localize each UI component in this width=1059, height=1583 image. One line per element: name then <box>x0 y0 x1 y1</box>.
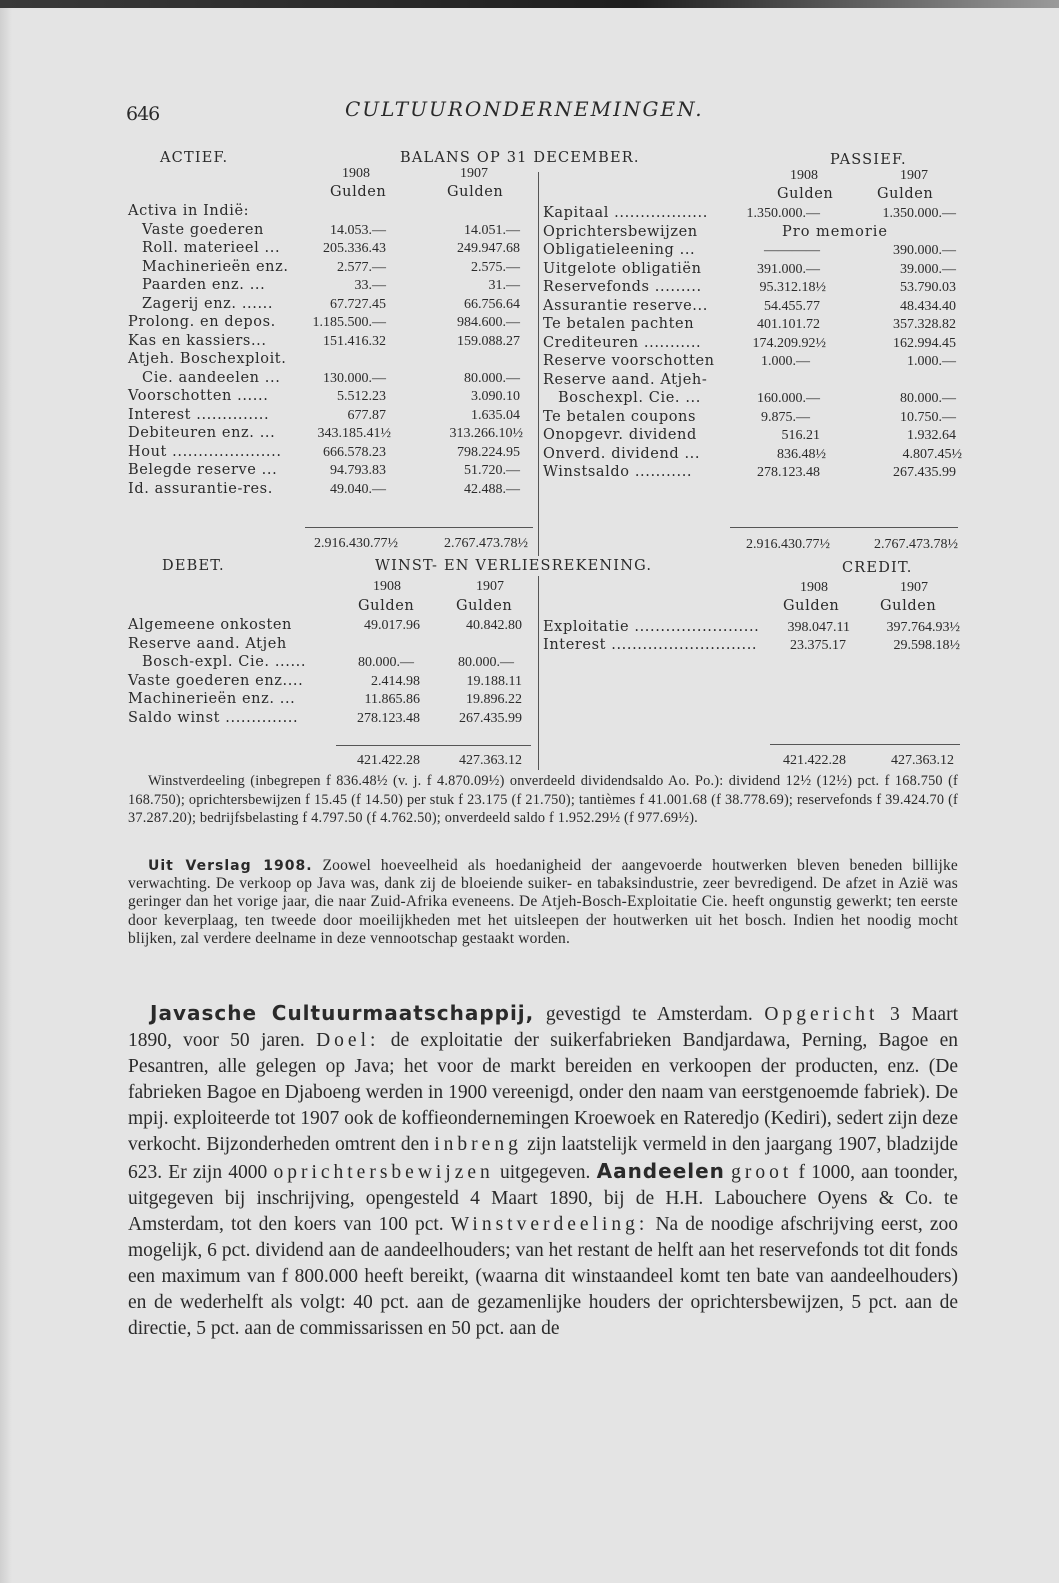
actief-row-label: Vaste goederen <box>142 222 264 238</box>
credit-total-rule <box>770 744 960 745</box>
actief-label: ACTIEF. <box>160 150 229 166</box>
actief-value-1908: 33.— <box>354 278 386 293</box>
passief-row-label: Crediteuren ........... <box>543 335 702 351</box>
passief-row-label: Reserve aand. Atjeh- <box>543 372 708 388</box>
debet-value-1907: 80.000.— <box>458 655 514 670</box>
passief-value-1908: 95.312.18½ <box>759 280 826 295</box>
credit-label: CREDIT. <box>842 560 913 576</box>
passief-value-1908: 174.209.92½ <box>752 336 826 351</box>
actief-value-1908: 2.577.— <box>337 260 386 275</box>
actief-value-1908: 677.87 <box>347 408 386 423</box>
running-head: CULTUURONDERNEMINGEN. <box>345 97 704 121</box>
passief-row-label: Obligatieleening ... <box>543 242 696 258</box>
passief-row-label: Reservefonds ......... <box>543 279 702 295</box>
passief-value-1907: 80.000.— <box>900 391 956 406</box>
actief-value-1908: 49.040.— <box>330 482 386 497</box>
actief-value-1907: 31.— <box>488 278 520 293</box>
actief-row-label: Cie. aandeelen ... <box>142 370 281 386</box>
actief-row-label: Paarden enz. ... <box>142 277 266 293</box>
passief-total-1907: 2.767.473.78½ <box>874 537 958 552</box>
actief-row-label: Roll. materieel ... <box>142 240 281 256</box>
passief-total-1908: 2.916.430.77½ <box>746 537 830 552</box>
actief-row-label: Debiteuren enz. ... <box>128 425 276 441</box>
actief-value-1907: 51.720.— <box>464 463 520 478</box>
credit-value-1907: 29.598.18½ <box>893 638 960 653</box>
opgericht-label: Opgericht <box>764 1004 879 1025</box>
passief-row-label: Onverd. dividend ... <box>543 446 701 462</box>
actief-value-1907: 3.090.10 <box>471 389 520 404</box>
aandeelen-text: f 1000, aan toonder, uitgegeven bij inschrijving, opengesteld 4 Maart 1890, bij de H.H. Labouchere Oyens & Co. te Amsterdam, tot den koers van 100 pct. <box>128 1162 959 1235</box>
passief-label: PASSIEF. <box>830 152 907 168</box>
passief-total-rule <box>730 527 958 528</box>
actief-value-1907: 798.224.95 <box>457 445 520 460</box>
passief-value-1907: 53.790.03 <box>900 280 956 295</box>
column-divider <box>538 172 539 556</box>
opgericht-text: 3 Maart 1890, voor 50 jaren. <box>128 1004 958 1051</box>
passief-value-1907: 390.000.— <box>893 243 956 258</box>
credit-value-1908: 398.047.11 <box>787 620 850 635</box>
winstverdeeling-text: Na de noodige afschrijving eerst, zoo mogelijk, 6 pct. dividend aan de aandeelhouders; van het restant de helft aan het reservefonds tot dit fonds een maximum van f 800.000 heeft bereikt, (waarna dit winstaandeel komt ten bate van aandeelhouders) en de wederhelft als volgt: 40 pct. aan de gezamenlijke houders der oprichtersbewijzen, 5 pct. aan de directie, 5 pct. aan de commissarissen en 50 pct. aan de <box>128 1214 958 1339</box>
after-oprichters: uitgegeven. <box>499 1162 591 1183</box>
unit-header: Gulden <box>330 184 387 200</box>
credit-value-1907: 397.764.93½ <box>886 620 960 635</box>
actief-value-1908: 94.793.83 <box>330 463 386 478</box>
credit-value-1908: 23.375.17 <box>790 638 846 653</box>
verslag-text: Zoowel hoeveelheid als hoedanigheid der aangevoerde houtwerken bleven beneden billijke verwachting. De verkoop op Java was, dank zij de bloeiende suiker- en tabaksindustrie, zeer bevredigend. De afzet in Azië was geringer dan het vorige jaar, die naar Zuid-Afrika eveneens. De Atjeh-Bosch-Exploitatie Cie. heeft ongunstig gewerkt; ten eerste door keverplaag, ten tweede door moeilijkheden met het uitsleepen der houtwerken uit het bosch. Indien het noodig mocht blijken, zal verdere deelname in deze vennootschap gestaakt worden. <box>128 857 958 947</box>
passief-row-label: Onopgevr. dividend <box>543 427 697 443</box>
credit-row-label: Interest ............................ <box>543 637 758 653</box>
actief-value-1908: 14.053.— <box>330 223 386 238</box>
unit-header: Gulden <box>456 598 513 614</box>
company-seat: gevestigd te Amsterdam. <box>545 1004 753 1025</box>
passief-value-1908: 54.455.77 <box>764 299 820 314</box>
passief-row-label: Assurantie reserve... <box>543 298 708 314</box>
winstverdeeling-note: Winstverdeeling (inbegrepen f 836.48½ (v. j. f 4.870.09½) onverdeeld dividendsaldo Ao. Po.): dividend 12½ (12½) pct. f 168.750 (f 168.750); oprichtersbewijzen f 15.45 (f 14.50) per stuk f 23.175 (f 21.750); tantièmes f 41.001.68 (f 38.778.69); reservefonds f 39.424.70 (f 37.287.20); bedrijfsbelasting f 4.797.50 (f 4.762.50); onverdeeld saldo f 1.952.29½ (f 977.69½). <box>128 773 958 827</box>
actief-value-1907: 984.600.— <box>457 315 520 330</box>
debet-value-1908: 278.123.48 <box>357 711 420 726</box>
debet-row-label: Algemeene onkosten <box>128 617 292 633</box>
actief-value-1908: 205.336.43 <box>323 241 386 256</box>
actief-value-1907: 313.266.10½ <box>449 426 523 441</box>
actief-total-1907: 2.767.473.78½ <box>444 536 528 551</box>
passief-value-1908: ———— <box>764 243 820 258</box>
credit-total-1908: 421.422.28 <box>783 753 846 768</box>
passief-value-1908: 836.48½ <box>777 447 826 462</box>
passief-row-label: Reserve voorschotten <box>543 353 715 369</box>
verslag-heading: Uit Verslag 1908. <box>148 858 313 874</box>
year-header: 1907 <box>900 168 928 183</box>
passief-value-1907: 1.000.— <box>907 354 956 369</box>
debet-value-1908: 49.017.96 <box>364 618 420 633</box>
unit-header: Gulden <box>880 598 937 614</box>
doel-label: Doel: <box>316 1030 380 1051</box>
unit-header: Gulden <box>777 186 834 202</box>
actief-value-1907: 249.947.68 <box>457 241 520 256</box>
passief-row-label: Boschexpl. Cie. ... <box>558 390 701 406</box>
actief-row-label: Kas en kassiers... <box>128 333 267 349</box>
debet-value-1907: 267.435.99 <box>459 711 522 726</box>
passief-value-1908: 160.000.— <box>757 391 820 406</box>
passief-value-1908: 516.21 <box>781 428 820 443</box>
passief-value-1907: 162.994.45 <box>893 336 956 351</box>
actief-row-label: Id. assurantie-res. <box>128 481 273 497</box>
passief-value-1907: 357.328.82 <box>893 317 956 332</box>
debet-total-1908: 421.422.28 <box>357 753 420 768</box>
passief-row-label: Oprichtersbewijzen <box>543 224 698 240</box>
actief-value-1907: 1.635.04 <box>471 408 520 423</box>
year-header: 1908 <box>790 168 818 183</box>
actief-total-1908: 2.916.430.77½ <box>314 536 398 551</box>
actief-row-label: Prolong. en depos. <box>128 314 276 330</box>
winstverdeeling-label: Winstverdeeling: <box>450 1214 649 1235</box>
passief-value-1907: 4.807.45½ <box>902 447 962 462</box>
debet-value-1908: 80.000.— <box>358 655 414 670</box>
actief-value-1907: 42.488.— <box>464 482 520 497</box>
column-divider <box>538 576 539 770</box>
year-header: 1908 <box>373 579 401 594</box>
passief-value-1907: 10.750.— <box>900 410 956 425</box>
year-header: 1908 <box>800 580 828 595</box>
actief-value-1907: 159.088.27 <box>457 334 520 349</box>
company-name: Javasche Cultuurmaatschappij, <box>150 1001 535 1025</box>
passief-value-1908: 278.123.48 <box>757 465 820 480</box>
debet-total-rule <box>336 745 531 746</box>
debet-row-label: Machinerieën enz. ... <box>128 691 296 707</box>
passief-value-1907: 39.000.— <box>900 262 956 277</box>
inbreng-label: inbreng <box>434 1134 522 1155</box>
actief-value-1907: 80.000.— <box>464 371 520 386</box>
passief-value-1907: 267.435.99 <box>893 465 956 480</box>
credit-row-label: Exploitatie ........................ <box>543 619 760 635</box>
passief-value-1907: 48.434.40 <box>900 299 956 314</box>
debet-value-1907: 40.842.80 <box>466 618 522 633</box>
year-header: 1907 <box>476 579 504 594</box>
actief-row-label: Hout ..................... <box>128 444 282 460</box>
aandeelen-label: Aandeelen <box>596 1159 725 1183</box>
year-header: 1908 <box>342 166 370 181</box>
actief-value-1908: 666.578.23 <box>323 445 386 460</box>
unit-header: Gulden <box>877 186 934 202</box>
passief-value-1908: 1.350.000.— <box>746 206 820 221</box>
actief-row-label: Interest .............. <box>128 407 270 423</box>
pro-memorie: Pro memorie <box>782 224 888 240</box>
actief-value-1908: 130.000.— <box>323 371 386 386</box>
actief-value-1908: 343.185.41½ <box>317 426 391 441</box>
doel-text: de exploitatie der suikerfabrieken Bandjardawa, Perning, Bagoe en Pesantren, alle gelegen op Java; het voor de markt bereiden en verkoopen der producten, enz. (De fabrieken Bagoe en Djaboeng werden in 1900 vereenigd, onder den naam van eerstgenoemde fabriek). De mpij. exploiteerde tot 1907 ook de koffieondernemingen Kroewoek en Rateredjo (Kediri), sedert zijn deze verkocht. Bijzonderheden omtrent den <box>128 1030 959 1155</box>
company-entry <box>128 1000 958 1342</box>
year-header: 1907 <box>460 166 488 181</box>
year-header: 1907 <box>900 580 928 595</box>
credit-total-1907: 427.363.12 <box>891 753 954 768</box>
actief-value-1908: 67.727.45 <box>330 297 386 312</box>
debet-row-label: Vaste goederen enz.... <box>128 673 304 689</box>
passief-value-1908: 9.875.— <box>761 410 810 425</box>
actief-value-1907: 2.575.— <box>471 260 520 275</box>
actief-group-label: Activa in Indië: <box>128 203 250 219</box>
after-inbreng: zijn laatstelijk vermeld in den jaargang 1907, bladzijde 623. Er zijn 4000 <box>128 1134 959 1183</box>
actief-row-label: Zagerij enz. ...... <box>142 296 274 312</box>
passief-row-label: Kapitaal .................. <box>543 205 708 221</box>
debet-value-1907: 19.896.22 <box>466 692 522 707</box>
passief-value-1908: 1.000.— <box>761 354 810 369</box>
actief-row-label: Atjeh. Boschexploit. <box>128 351 287 367</box>
pl-title: WINST- EN VERLIESREKENING. <box>375 558 653 574</box>
unit-header: Gulden <box>358 598 415 614</box>
debet-row-label: Saldo winst .............. <box>128 710 299 726</box>
passief-row-label: Uitgelote obligatiën <box>543 261 702 277</box>
actief-value-1908: 5.512.23 <box>337 389 386 404</box>
verslag-section <box>128 857 958 948</box>
debet-value-1908: 11.865.86 <box>364 692 420 707</box>
actief-value-1907: 66.756.64 <box>464 297 520 312</box>
debet-row-label: Bosch-expl. Cie. ...... <box>142 654 307 670</box>
passief-value-1907: 1.350.000.— <box>882 206 956 221</box>
groot-label: groot <box>731 1162 793 1183</box>
unit-header: Gulden <box>447 184 504 200</box>
debet-value-1908: 2.414.98 <box>371 674 420 689</box>
passief-row-label: Te betalen coupons <box>543 409 697 425</box>
actief-row-label: Machinerieën enz. <box>142 259 289 275</box>
actief-value-1908: 1.185.500.— <box>312 315 386 330</box>
actief-value-1908: 151.416.32 <box>323 334 386 349</box>
page-number: 646 <box>126 103 160 125</box>
oprichtersbewijzen-label: oprichtersbewijzen <box>273 1162 494 1183</box>
passief-row-label: Winstsaldo ........... <box>543 464 693 480</box>
passief-value-1908: 401.101.72 <box>757 317 820 332</box>
actief-row-label: Voorschotten ...... <box>128 388 269 404</box>
actief-total-rule <box>305 527 533 528</box>
debet-label: DEBET. <box>162 558 225 574</box>
debet-value-1907: 19.188.11 <box>466 674 522 689</box>
debet-row-label: Reserve aand. Atjeh <box>128 636 287 652</box>
unit-header: Gulden <box>783 598 840 614</box>
actief-value-1907: 14.051.— <box>464 223 520 238</box>
passief-value-1907: 1.932.64 <box>907 428 956 443</box>
debet-total-1907: 427.363.12 <box>459 753 522 768</box>
balance-title: BALANS OP 31 DECEMBER. <box>400 150 640 166</box>
passief-row-label: Te betalen pachten <box>543 316 695 332</box>
passief-value-1908: 391.000.— <box>757 262 820 277</box>
actief-row-label: Belegde reserve ... <box>128 462 278 478</box>
